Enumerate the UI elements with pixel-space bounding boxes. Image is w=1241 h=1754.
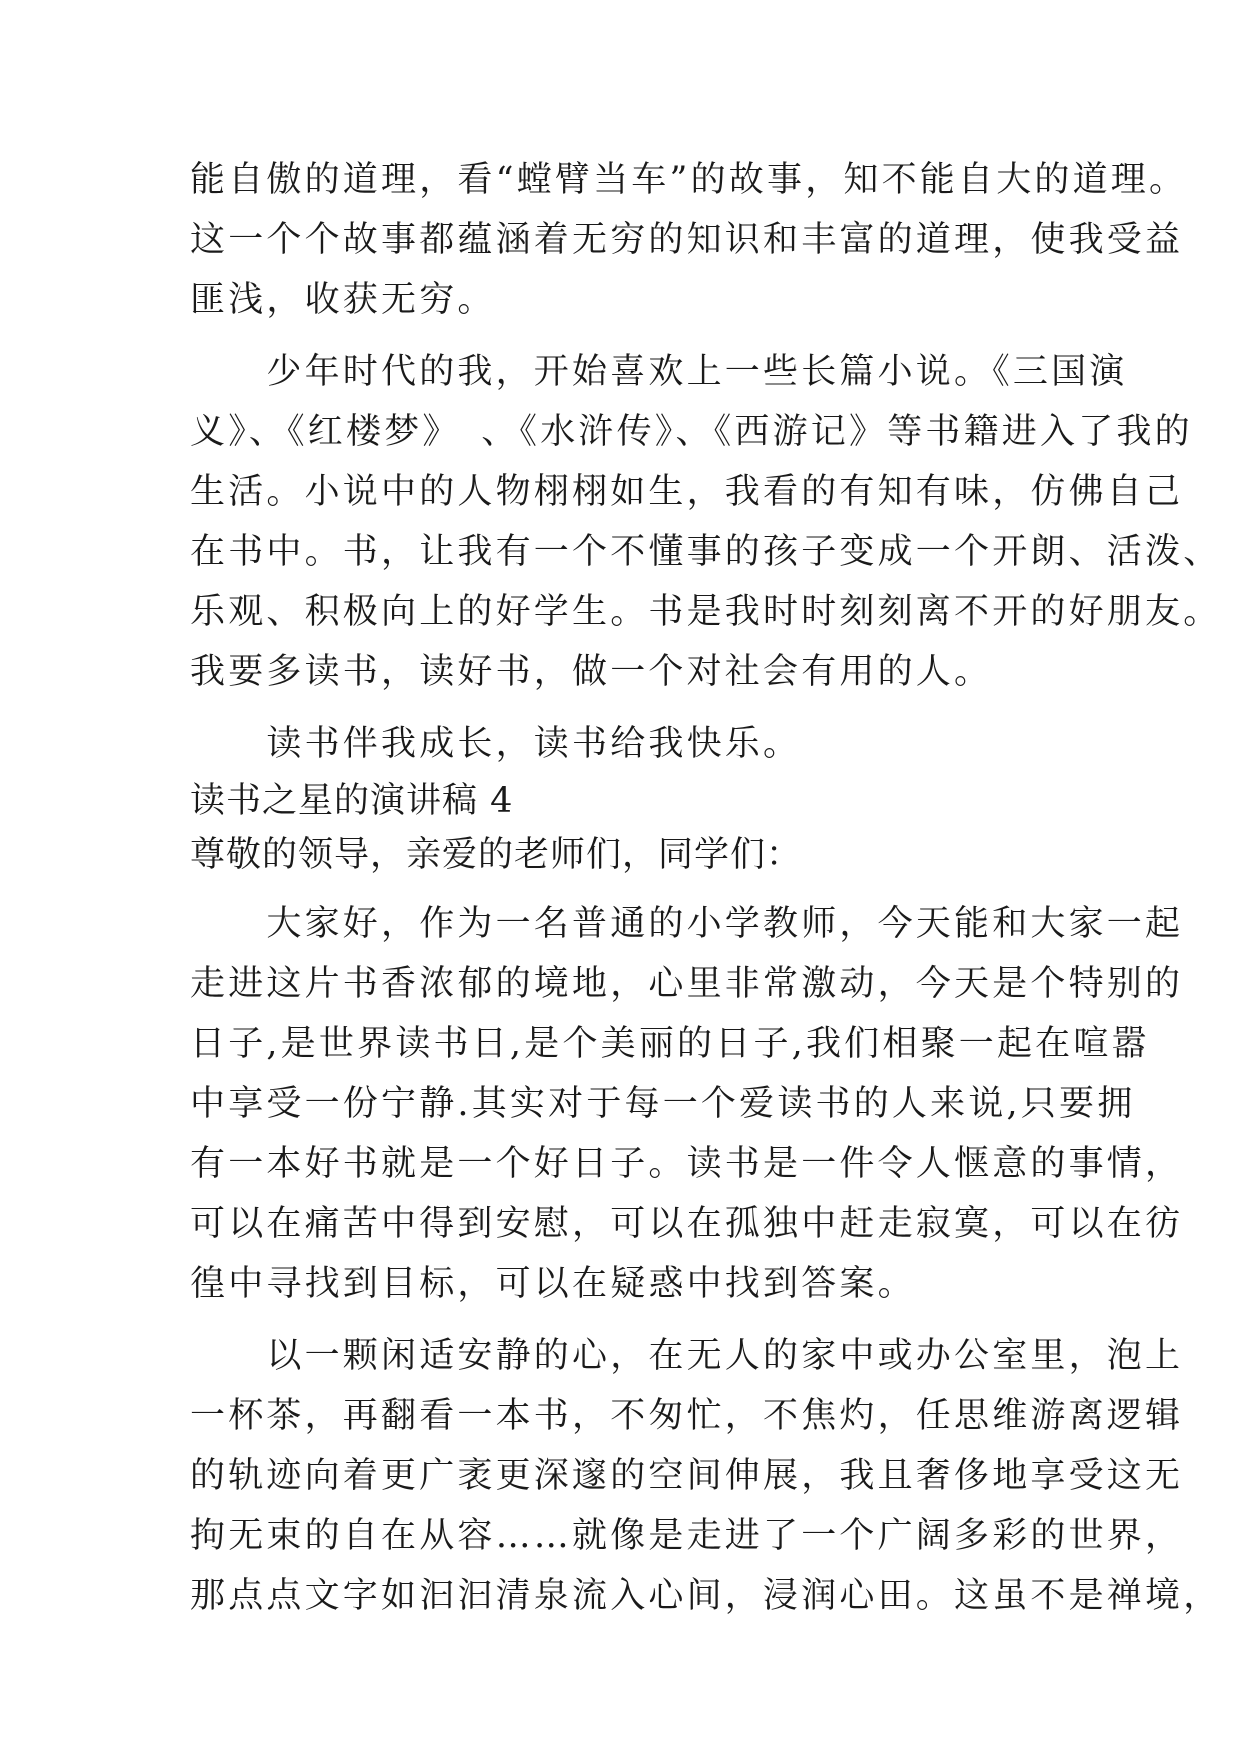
document-body bbox=[190, 150, 1222, 1626]
paragraph-line: 拘无束的自在从容……就像是走进了一个广阔多彩的世界， bbox=[190, 1516, 1184, 1556]
paragraph-line: 义》、《红楼梦》 、《水浒传》、《西游记》等书籍进入了我的 bbox=[190, 412, 1193, 452]
section-title: 读书之星的演讲稿 4 bbox=[190, 781, 514, 821]
paragraph-line: 生活。小说中的人物栩栩如生，我看的有知有味，仿佛自己 bbox=[190, 472, 1184, 512]
paragraph-line: 走进这片书香浓郁的境地，心里非常激动，今天是个特别的 bbox=[190, 964, 1184, 1004]
paragraph-line: 匪浅，收获无穷。 bbox=[190, 280, 496, 320]
paragraph-line: 读书伴我成长，读书给我快乐。 bbox=[190, 724, 802, 764]
paragraph-line: 徨中寻找到目标，可以在疑惑中找到答案。 bbox=[190, 1264, 916, 1304]
paragraph-line: 日子,是世界读书日,是个美丽的日子,我们相聚一起在喧嚣 bbox=[190, 1024, 1150, 1064]
paragraph-line: 的轨迹向着更广袤更深邃的空间伸展，我且奢侈地享受这无 bbox=[190, 1456, 1184, 1496]
salutation: 尊敬的领导，亲爱的老师们，同学们： bbox=[190, 835, 803, 875]
paragraph-line: 有一本好书就是一个好日子。读书是一件令人惬意的事情， bbox=[190, 1144, 1184, 1184]
paragraph-line: 这一个个故事都蕴涵着无穷的知识和丰富的道理，使我受益 bbox=[190, 220, 1184, 260]
paragraph-line: 能自傲的道理，看“螳臂当车”的故事，知不能自大的道理。 bbox=[190, 160, 1188, 200]
paragraph-line: 那点点文字如汩汩清泉流入心间，浸润心田。这虽不是禅境， bbox=[190, 1576, 1222, 1616]
paragraph-line: 一杯茶，再翻看一本书，不匆忙，不焦灼，任思维游离逻辑 bbox=[190, 1396, 1184, 1436]
paragraph-line: 我要多读书，读好书，做一个对社会有用的人。 bbox=[190, 652, 993, 692]
paragraph-line: 少年时代的我，开始喜欢上一些长篇小说。《三国演 bbox=[190, 352, 1128, 392]
paragraph-line: 以一颗闲适安静的心，在无人的家中或办公室里，泡上 bbox=[190, 1336, 1184, 1376]
paragraph-line: 乐观、积极向上的好学生。书是我时时刻刻离不开的好朋友。 bbox=[190, 592, 1222, 632]
paragraph-line: 大家好，作为一名普通的小学教师，今天能和大家一起 bbox=[190, 904, 1184, 944]
paragraph-line: 可以在痛苦中得到安慰，可以在孤独中赶走寂寞，可以在彷 bbox=[190, 1204, 1184, 1244]
paragraph-line: 中享受一份宁静.其实对于每一个爱读书的人来说,只要拥 bbox=[190, 1084, 1136, 1124]
paragraph-line: 在书中。书，让我有一个不懂事的孩子变成一个开朗、活泼、 bbox=[190, 532, 1222, 572]
